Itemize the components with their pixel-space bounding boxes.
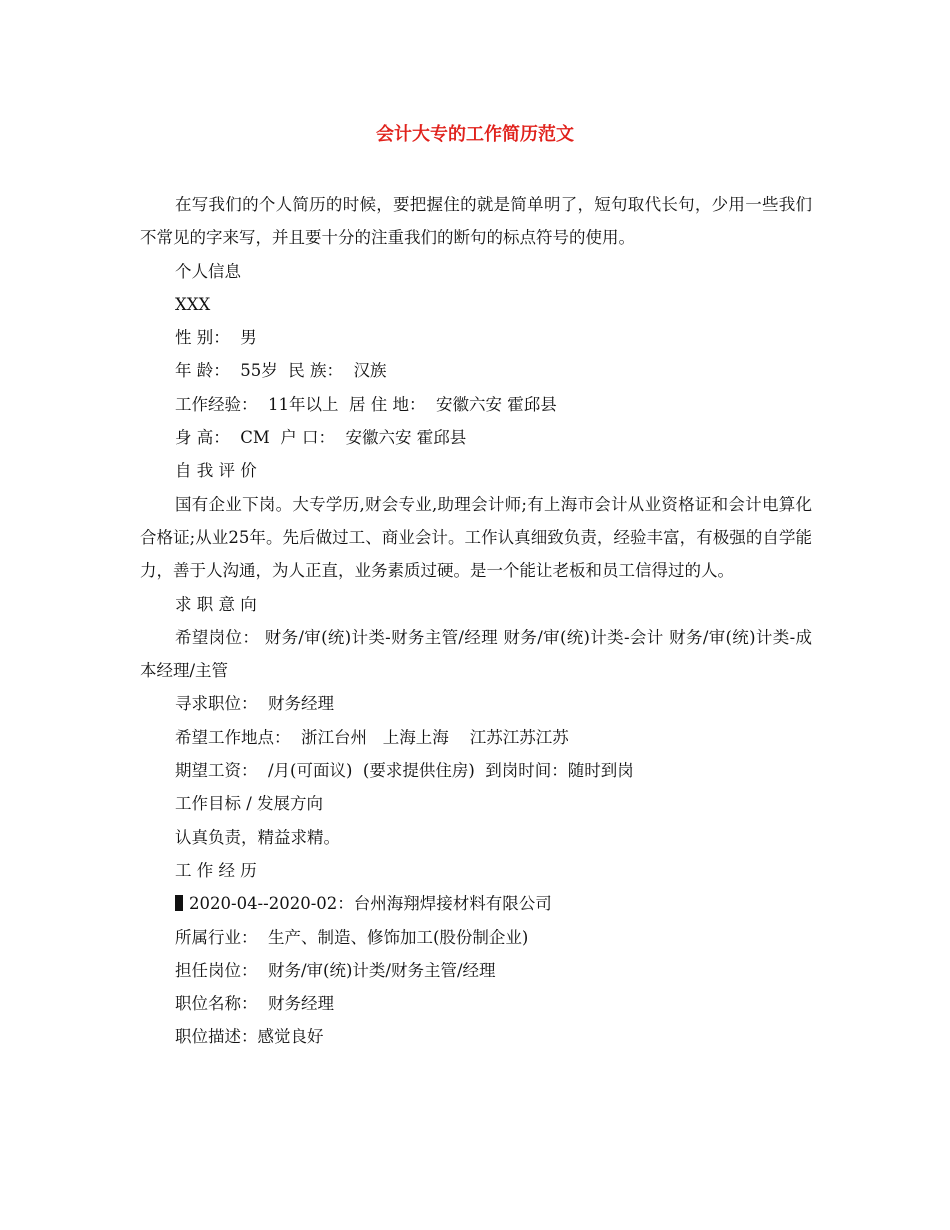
document-body [140, 188, 812, 1054]
gender-line: 性 别： 男 [175, 328, 257, 348]
bullet-icon [175, 895, 183, 911]
personal-info-heading: 个人信息 [175, 261, 241, 281]
desired-positions-line: 希望岗位： 财务/审(统)计类-财务主管/经理 财务/审(统)计类-会计 财务/审(统)计类-成本经理/主管 [140, 627, 812, 681]
candidate-name: XXX [175, 294, 211, 314]
experience-residence-line: 工作经验： 11年以上 居 住 地： 安徽六安 霍邱县 [175, 394, 557, 414]
age-ethnicity-line: 年 龄： 55岁 民 族： 汉族 [175, 361, 387, 381]
work-entry-text: 2020-04--2020-02：台州海翔焊接材料有限公司 [189, 894, 552, 914]
career-goal-heading: 工作目标 / 发展方向 [175, 794, 324, 814]
self-evaluation-text: 国有企业下岗。大专学历,财会专业,助理会计师;有上海市会计从业资格证和会计电算化合格证;从业25年。先后做过工、商业会计。工作认真细致负责，经验丰富，有极强的自学能力，善于人沟通，为人正直，业务素质过硬。是一个能让老板和员工信得过的人。 [140, 494, 812, 581]
post-line: 担任岗位： 财务/审(统)计类/财务主管/经理 [175, 960, 496, 980]
height-hukou-line: 身 高： CM 户 口： 安徽六安 霍邱县 [175, 428, 467, 448]
self-evaluation-heading: 自 我 评 价 [175, 461, 257, 481]
career-goal-text: 认真负责，精益求精。 [175, 827, 340, 847]
job-intention-heading: 求 职 意 向 [175, 594, 257, 614]
desired-locations-line: 希望工作地点： 浙江台州 上海上海 江苏江苏江苏 [175, 727, 569, 747]
work-entry-line [140, 887, 812, 920]
work-experience-heading: 工 作 经 历 [175, 860, 257, 880]
job-title-line: 职位名称： 财务经理 [175, 994, 334, 1014]
job-description-line: 职位描述：感觉良好 [175, 1027, 324, 1047]
intro-paragraph: 在写我们的个人简历的时候，要把握住的就是简单明了，短句取代长句，少用一些我们不常见的字来写，并且要十分的注重我们的断句的标点符号的使用。 [140, 195, 812, 248]
document-title: 会计大专的工作简历范文 [376, 124, 574, 145]
seeking-position-line: 寻求职位： 财务经理 [175, 694, 334, 714]
industry-line: 所属行业： 生产、制造、修饰加工(股份制企业) [175, 927, 529, 947]
expected-salary-line: 期望工资： /月(可面议) (要求提供住房) 到岗时间：随时到岗 [175, 761, 634, 781]
